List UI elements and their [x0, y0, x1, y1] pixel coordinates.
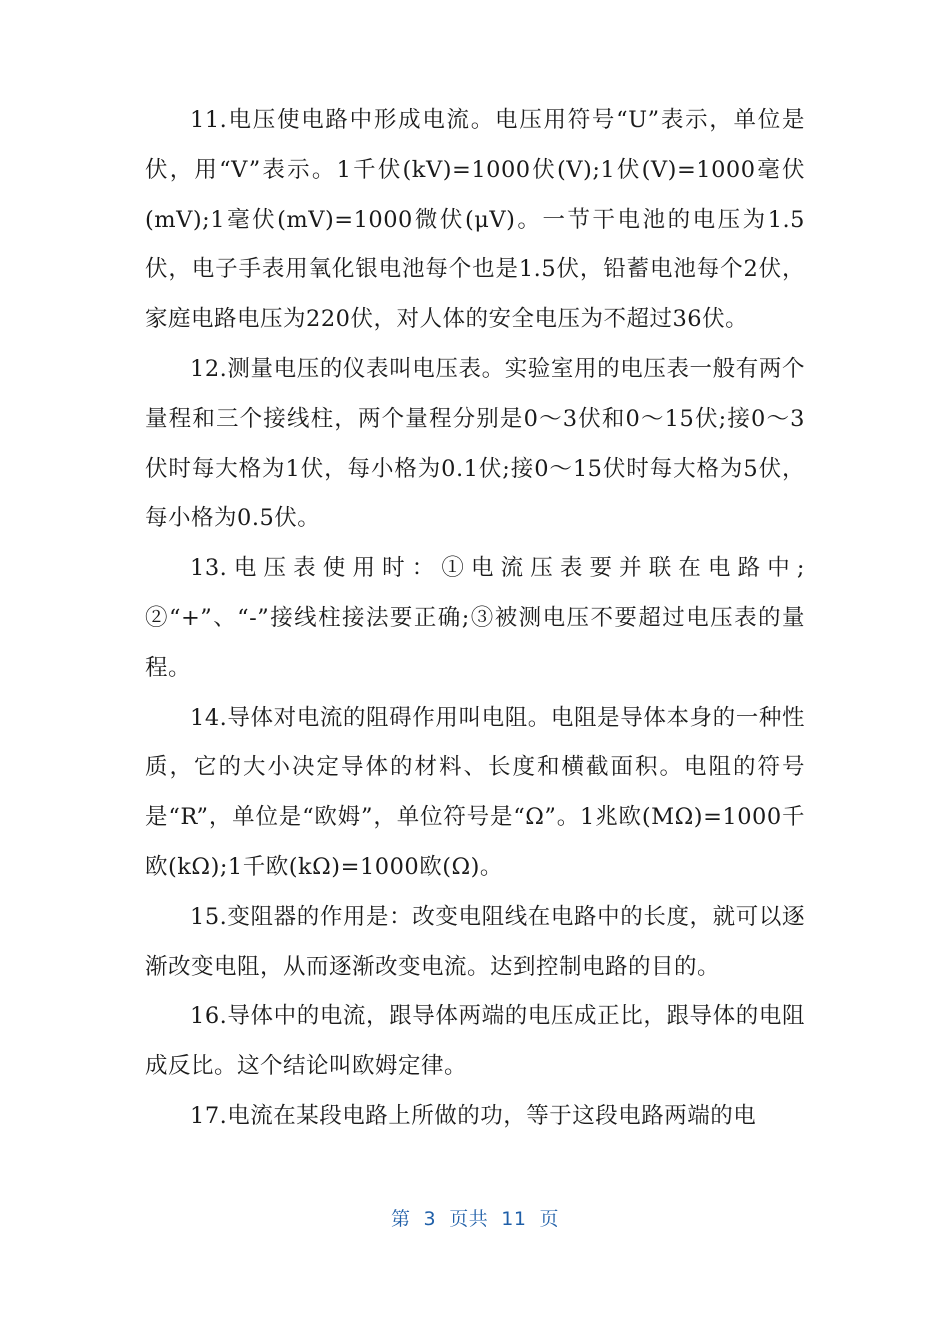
page-number-footer: 第 3 页共 11 页 — [390, 1208, 560, 1230]
document-body — [145, 96, 805, 1142]
paragraph-16-ohms-law: 16.导体中的电流，跟导体两端的电压成正比，跟导体的电阻成反比。这个结论叫欧姆定律。 — [145, 1003, 805, 1080]
paragraph-17-electric-work: 17.电流在某段电路上所做的功，等于这段电路两端的电 — [190, 1102, 757, 1129]
paragraph-14-resistance: 14.导体对电流的阻碍作用叫电阻。电阻是导体本身的一种性质，它的大小决定导体的材料、长度和横截面积。电阻的符号是“R”，单位是“欧姆”，单位符号是“Ω”。1兆欧(MΩ)=1000千欧(kΩ);1千欧(kΩ)=1000欧(Ω)。 — [145, 704, 805, 880]
paragraph-13-voltmeter-usage: 13.电压表使用时：①电流压表要并联在电路中;②“+”、“-”接线柱接法要正确;③被测电压不要超过电压表的量程。 — [145, 555, 805, 681]
paragraph-11-voltage: 11.电压使电路中形成电流。电压用符号“U”表示，单位是伏，用“V”表示。1千伏(kV)=1000伏(V);1伏(V)=1000毫伏(mV);1毫伏(mV)=1000微伏(μV)。一节干电池的电压为1.5伏，电子手表用氧化银电池每个也是1.5伏，铅蓄电池每个2伏，家庭电路电压为220伏，对人体的安全电压为不超过36伏。 — [145, 107, 805, 333]
paragraph-15-rheostat: 15.变阻器的作用是：改变电阻线在电路中的长度，就可以逐渐改变电阻，从而逐渐改变电流。达到控制电路的目的。 — [145, 903, 805, 980]
paragraph-12-voltmeter: 12.测量电压的仪表叫电压表。实验室用的电压表一般有两个量程和三个接线柱，两个量程分别是0～3伏和0～15伏;接0～3伏时每大格为1伏，每小格为0.1伏;接0～15伏时每大格为5伏，每小格为0.5伏。 — [145, 355, 805, 532]
